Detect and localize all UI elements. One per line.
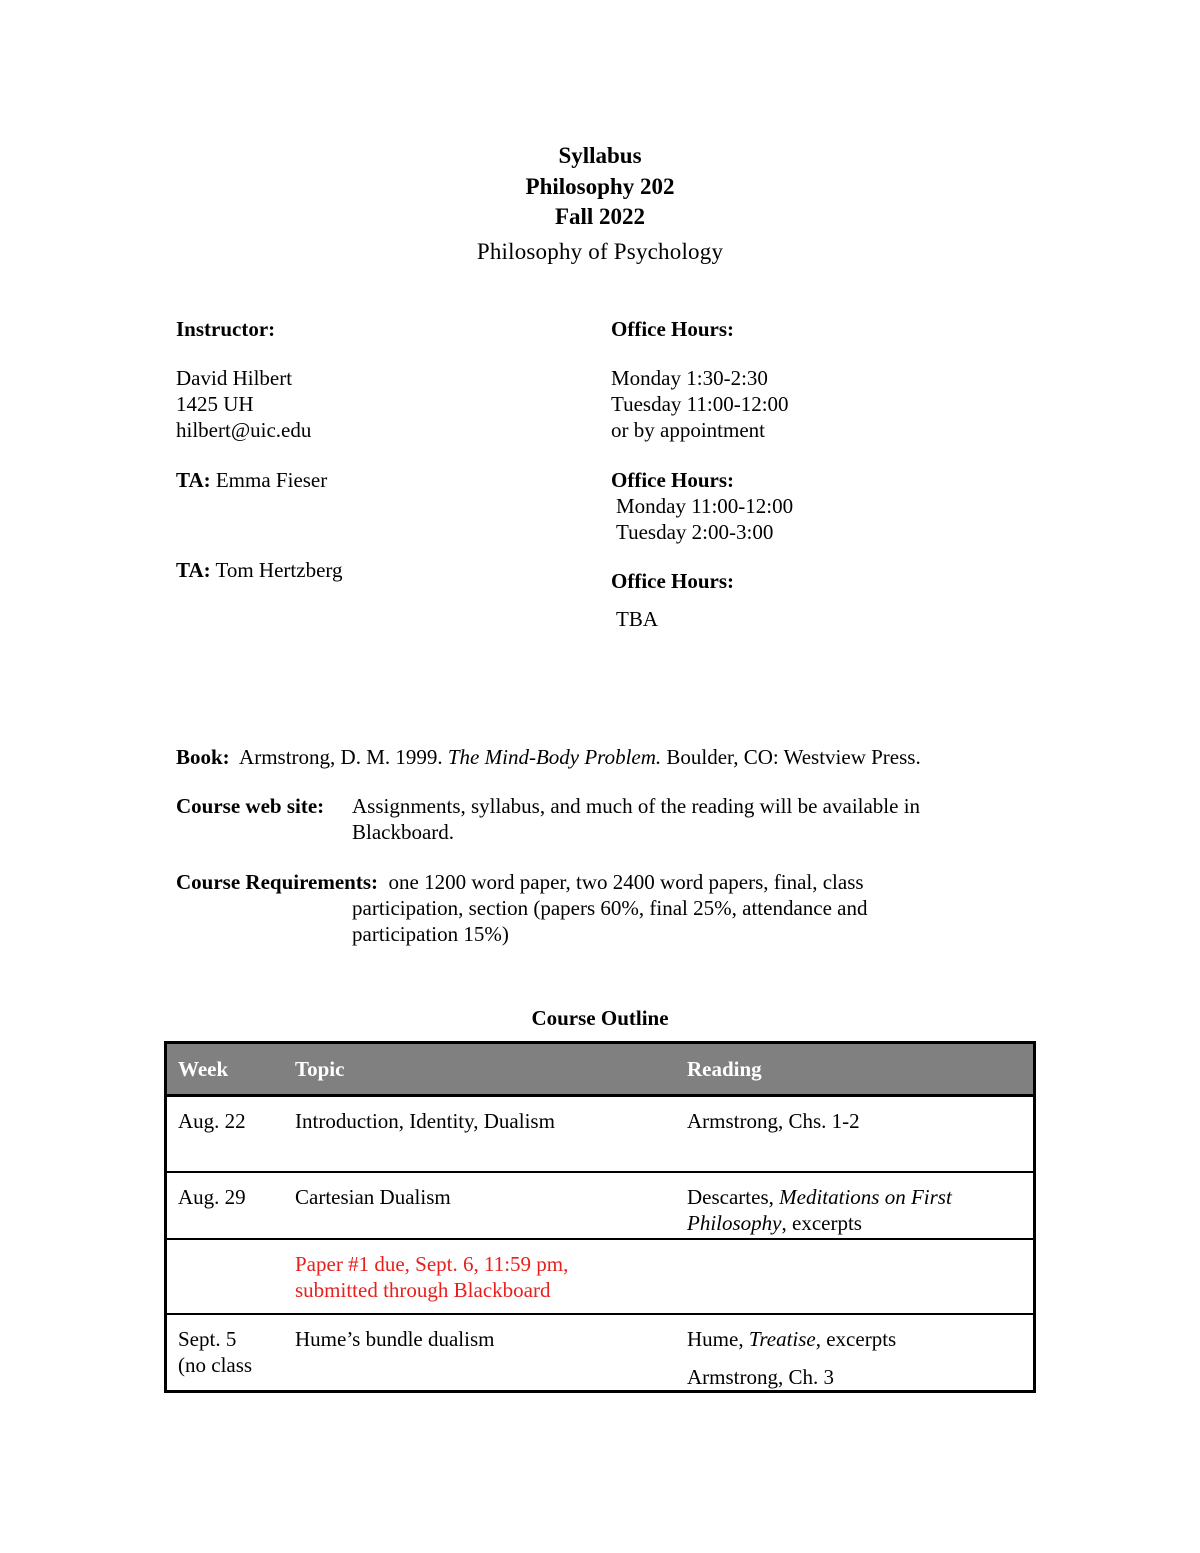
table-header-row: [166, 1043, 1035, 1096]
instructor-email: hilbert@uic.edu: [176, 418, 312, 442]
requirements-text-2: participation, section (papers 60%, final 25%, attendance and: [352, 896, 868, 920]
reading-note: , excerpts: [781, 1211, 862, 1235]
reading-author: Descartes,: [687, 1185, 774, 1209]
table-row: [166, 1172, 1035, 1239]
ta2-hours-label: Office Hours:: [611, 569, 735, 593]
reading-author: Hume,: [687, 1327, 744, 1351]
due-notice-line-2: submitted through Blackboard: [295, 1278, 551, 1302]
reading-cell: Armstrong, Chs. 1-2: [676, 1096, 1035, 1173]
title-block: [0, 141, 1200, 267]
topic-cell: Hume’s bundle dualism: [295, 1327, 495, 1351]
topic-cell: Introduction, Identity, Dualism: [284, 1096, 676, 1173]
book-title: The Mind-Body Problem.: [447, 745, 662, 769]
course-outline-table: [164, 1041, 1036, 1393]
week-line-2: (no class: [178, 1353, 253, 1377]
table-row: [166, 1239, 1035, 1314]
week-line-1: Sept. 5: [178, 1327, 237, 1351]
requirements-label: Course Requirements:: [176, 870, 379, 894]
reading-cell: [676, 1314, 1035, 1392]
book-publisher: Boulder, CO: Westview Press.: [666, 745, 921, 769]
week-cell: [166, 1239, 285, 1314]
week-cell: Aug. 22: [166, 1096, 285, 1173]
instructor-hours-label: Office Hours:: [611, 317, 735, 341]
header-reading: Reading: [676, 1043, 1035, 1096]
course-number: Philosophy 202: [525, 173, 675, 199]
website-text-2: Blackboard.: [352, 820, 455, 844]
instructor-hours-1: Monday 1:30-2:30: [611, 366, 768, 390]
topic-cell: Cartesian Dualism: [284, 1172, 676, 1239]
instructor-name: David Hilbert: [176, 366, 293, 390]
ta2-line: [176, 557, 343, 583]
ta2-hours-1: TBA: [616, 607, 658, 631]
header-week: Week: [166, 1043, 285, 1096]
website-label: Course web site:: [176, 794, 325, 818]
requirements-line: [176, 869, 864, 895]
website-text-1: Assignments, syllabus, and much of the reading will be available in: [352, 794, 921, 818]
reading-work-title: Meditations on First Philosophy: [687, 1185, 952, 1235]
ta2-label: TA:: [176, 558, 211, 582]
table-row: [166, 1096, 1035, 1173]
course-title: Philosophy of Psychology: [476, 238, 724, 264]
ta1-hours-label: Office Hours:: [611, 468, 735, 492]
ta2-name: Tom Hertzberg: [215, 558, 343, 582]
instructor-hours-3: or by appointment: [611, 418, 765, 442]
instructor-hours-2: Tuesday 11:00-12:00: [611, 392, 789, 416]
ta1-label: TA:: [176, 468, 211, 492]
term: Fall 2022: [554, 204, 646, 229]
reading-work-title: Treatise: [748, 1327, 816, 1351]
requirements-text-1: one 1200 word paper, two 2400 word papers, final, class: [388, 870, 864, 894]
week-cell: Aug. 29: [166, 1172, 285, 1239]
ta1-hours-1: Monday 11:00-12:00: [616, 494, 794, 518]
ta1-line: [176, 467, 327, 493]
doc-title: Syllabus: [558, 143, 642, 168]
ta1-name: Emma Fieser: [215, 468, 328, 492]
reading-cell: [676, 1239, 1035, 1314]
due-notice-cell: [284, 1239, 676, 1314]
header-topic: Topic: [284, 1043, 676, 1096]
reading-cell: [676, 1172, 1035, 1239]
reading-note: , excerpts: [815, 1327, 897, 1351]
book-author: Armstrong, D. M. 1999.: [239, 745, 443, 769]
instructor-office: 1425 UH: [176, 392, 254, 416]
week-cell: [166, 1314, 285, 1392]
due-notice-line-1: Paper #1 due, Sept. 6, 11:59 pm,: [295, 1252, 569, 1276]
book-line: [176, 744, 921, 770]
reading-line-2: Armstrong, Ch. 3: [687, 1365, 834, 1389]
reading-line-1: [687, 1326, 1023, 1352]
ta1-hours-2: Tuesday 2:00-3:00: [616, 520, 774, 544]
outline-title: Course Outline: [531, 1006, 669, 1030]
book-label: Book:: [176, 745, 230, 769]
requirements-text-3: participation 15%): [352, 922, 509, 946]
table-row: [166, 1314, 1035, 1392]
instructor-label: Instructor:: [176, 317, 276, 341]
